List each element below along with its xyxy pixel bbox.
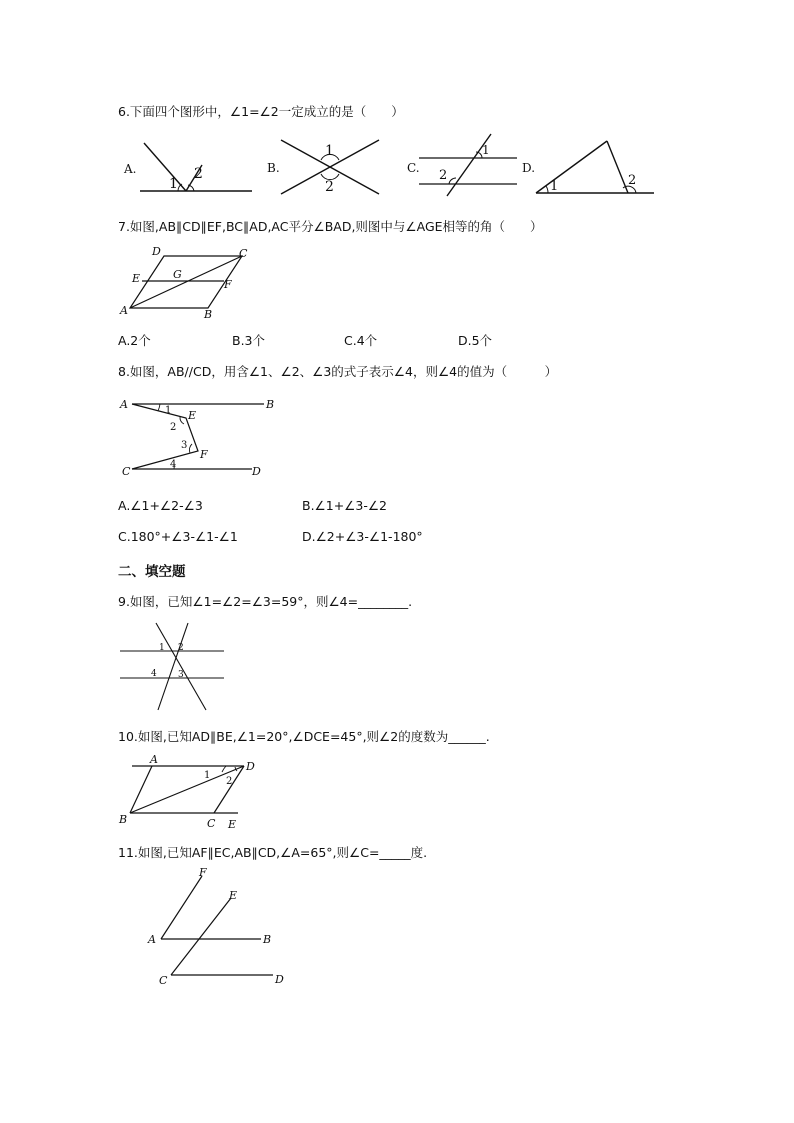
question-7-stem: 7.如图,AB∥CD∥EF,BC∥AD,AC平分∠BAD,则图中与∠AGE相等的角（ ） xyxy=(118,219,543,234)
q8-label-F: F xyxy=(200,448,208,461)
q7-label-G: G xyxy=(173,268,182,281)
q7-label-C: C xyxy=(239,247,248,260)
fig-a-label-1: 1 xyxy=(169,176,178,192)
q10-label-E: E xyxy=(228,818,237,831)
section-heading: 二、填空题 xyxy=(118,564,186,580)
fig-c-label-1: 1 xyxy=(482,143,490,157)
fig-a-label-2: 2 xyxy=(194,166,203,182)
q9-angle-3: 3 xyxy=(178,670,184,680)
q7-label-B: B xyxy=(204,308,213,321)
q7-option-a: A.2个 xyxy=(118,333,151,348)
q8-label-A: A xyxy=(120,398,128,411)
q8-option-a: A.∠1+∠2-∠3 xyxy=(118,498,203,513)
q8-label-E: E xyxy=(188,409,197,422)
q8-option-c: C.180°+∠3-∠1-∠1 xyxy=(118,529,238,544)
q10-label-A: A xyxy=(150,753,158,766)
fig-b-label-2: 2 xyxy=(325,179,334,195)
q8-option-b: B.∠1+∠3-∠2 xyxy=(302,498,388,513)
question-11-stem: 11.如图,已知AF∥EC,AB∥CD,∠A=65°,则∠C=_____度. xyxy=(118,845,428,860)
q7-label-F: F xyxy=(224,278,232,291)
fig-c-letter: C. xyxy=(407,161,420,175)
q8-angle-2: 2 xyxy=(170,422,177,433)
fig-a-letter: A. xyxy=(124,162,137,176)
q6-figure-a xyxy=(120,138,255,198)
q7-option-d: D.5个 xyxy=(458,333,493,348)
q7-option-b: B.3个 xyxy=(232,333,266,348)
q11-label-A: A xyxy=(148,933,156,946)
q10-label-C: C xyxy=(207,817,216,830)
q7-label-D: D xyxy=(152,245,161,258)
q9-angle-1: 1 xyxy=(159,643,165,653)
q11-label-C: C xyxy=(159,974,168,987)
q11-label-B: B xyxy=(263,933,272,946)
q7-figure xyxy=(118,244,258,320)
fig-d-label-2: 2 xyxy=(628,173,637,188)
q9-figure xyxy=(118,620,230,712)
q11-figure xyxy=(145,866,295,990)
q7-option-c: C.4个 xyxy=(344,333,378,348)
q11-label-F: F xyxy=(199,866,207,879)
question-9-stem: 9.如图，已知∠1=∠2=∠3=59°，则∠4=________. xyxy=(118,594,413,609)
q10-angle-2: 2 xyxy=(226,776,233,787)
fig-d-label-1: 1 xyxy=(550,179,559,194)
q8-option-d: D.∠2+∠3-∠1-180° xyxy=(302,529,423,544)
q6-figure-d xyxy=(520,136,660,198)
q8-label-D: D xyxy=(252,465,261,478)
q8-angle-3: 3 xyxy=(181,440,188,451)
q11-label-D: D xyxy=(275,973,284,986)
q7-label-E: E xyxy=(132,272,141,285)
q8-angle-1: 1 xyxy=(165,405,172,416)
q6-figure-c xyxy=(405,132,520,198)
q10-angle-1: 1 xyxy=(204,770,211,781)
q10-figure xyxy=(118,752,258,832)
q8-label-C: C xyxy=(122,465,131,478)
q11-label-E: E xyxy=(229,889,238,902)
fig-b-label-1: 1 xyxy=(325,143,334,159)
q8-figure xyxy=(118,393,278,483)
q10-label-D: D xyxy=(246,760,255,773)
question-8-stem: 8.如图，AB//CD，用含∠1、∠2、∠3的式子表示∠4，则∠4的值为（ ） xyxy=(118,364,558,379)
fig-d-letter: D. xyxy=(522,161,536,175)
q8-label-B: B xyxy=(266,398,275,411)
question-6-stem: 6.下面四个图形中，∠1=∠2一定成立的是（ ） xyxy=(118,104,404,119)
q6-figure-b xyxy=(265,136,385,198)
q9-angle-2: 2 xyxy=(178,643,184,653)
question-10-stem: 10.如图,已知AD∥BE,∠1=20°,∠DCE=45°,则∠2的度数为______. xyxy=(118,729,490,744)
q8-angle-4: 4 xyxy=(170,459,177,470)
fig-b-letter: B. xyxy=(267,161,280,175)
fig-c-label-2: 2 xyxy=(439,168,448,183)
q9-angle-4: 4 xyxy=(151,669,157,679)
q7-label-A: A xyxy=(120,304,128,317)
q10-label-B: B xyxy=(119,813,128,826)
